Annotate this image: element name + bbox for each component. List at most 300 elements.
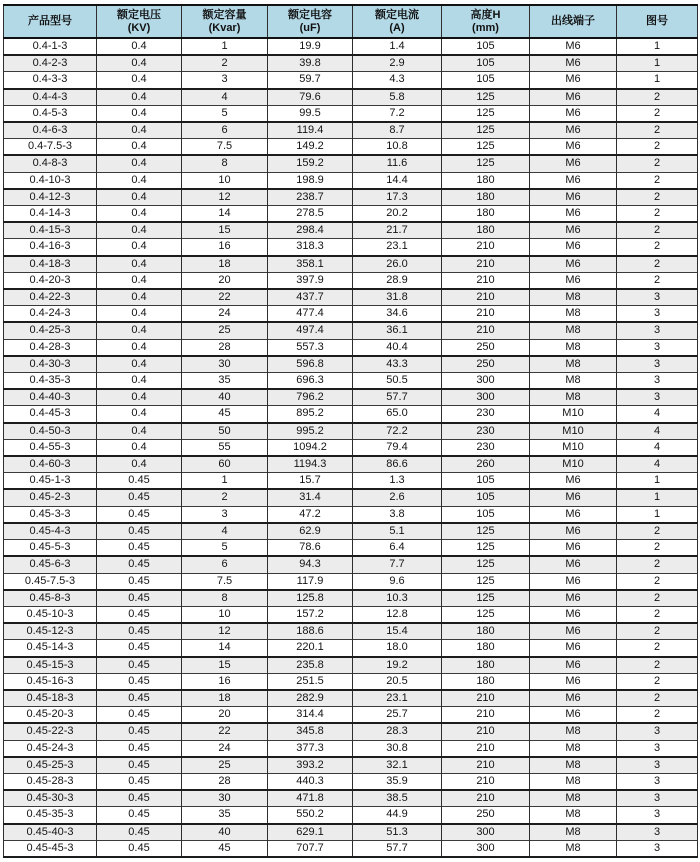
cell: 2 [617,673,698,690]
cell: 210 [442,239,530,256]
cell: 0.4 [97,339,182,356]
cell: 15 [182,222,268,239]
cell: 251.5 [268,673,353,690]
cell: 0.45 [97,707,182,724]
table-row [4,89,698,106]
cell: 0.4 [97,356,182,373]
cell: 397.9 [268,272,353,289]
cell: 2 [617,690,698,707]
cell: 0.45-7.5-3 [4,573,97,590]
cell: 2 [617,272,698,289]
cell: 0.4-22-3 [4,289,97,306]
cell: 6.4 [353,540,442,557]
table-row [4,606,698,623]
cell: 2 [617,590,698,607]
cell: 314.4 [268,707,353,724]
cell: 3 [617,723,698,740]
cell: 0.45 [97,540,182,557]
cell: 180 [442,189,530,206]
col-header-unit: (Kvar) [208,21,241,34]
table-row [4,757,698,774]
cell: 3 [617,757,698,774]
cell: 0.4-8-3 [4,155,97,172]
cell: 26.0 [353,256,442,273]
cell: 149.2 [268,139,353,156]
cell: 0.45-22-3 [4,723,97,740]
table-row [4,272,698,289]
cell: 300 [442,840,530,857]
cell: 260 [442,456,530,473]
cell: 995.2 [268,423,353,440]
cell: 7.2 [353,105,442,122]
cell: 4 [182,89,268,106]
cell: 198.9 [268,172,353,189]
cell: 0.45-1-3 [4,473,97,490]
cell: 125 [442,122,530,139]
cell: 220.1 [268,640,353,657]
cell: M10 [530,423,617,440]
cell: 6 [182,122,268,139]
cell: 0.45 [97,556,182,573]
col-header-unit: (mm) [472,21,499,34]
cell: 210 [442,790,530,807]
table-row [4,55,698,72]
cell: 11.6 [353,155,442,172]
cell: 0.4-3-3 [4,72,97,89]
col-header-unit: (uF) [299,21,321,34]
cell: 24 [182,740,268,757]
cell: M6 [530,489,617,506]
col-header-label: 额定电流 [375,8,419,21]
cell: M6 [530,272,617,289]
cell: 86.6 [353,456,442,473]
cell: 2 [617,707,698,724]
cell: 210 [442,272,530,289]
cell: 0.4-6-3 [4,122,97,139]
cell: M6 [530,239,617,256]
cell: 4 [182,523,268,540]
cell: 40.4 [353,339,442,356]
cell: 278.5 [268,206,353,223]
cell: 125 [442,590,530,607]
cell: 34.6 [353,306,442,323]
cell: 31.8 [353,289,442,306]
cell: 0.4 [97,139,182,156]
cell: 2 [617,155,698,172]
cell: 38.5 [353,790,442,807]
table-row [4,690,698,707]
cell: 10.8 [353,139,442,156]
cell: 282.9 [268,690,353,707]
cell: M6 [530,72,617,89]
cell: 16 [182,673,268,690]
col-header-rated-capacity [182,5,268,38]
cell: M6 [530,673,617,690]
cell: 0.4 [97,456,182,473]
cell: 345.8 [268,723,353,740]
cell: 0.45 [97,489,182,506]
cell: 125 [442,540,530,557]
cell: 12 [182,189,268,206]
cell: 65.0 [353,406,442,423]
cell: 4 [617,406,698,423]
cell: 3 [617,807,698,824]
cell: 1194.3 [268,456,353,473]
cell: 2 [617,623,698,640]
cell: 10 [182,172,268,189]
cell: 471.8 [268,790,353,807]
cell: 3 [617,373,698,390]
cell: 2 [617,139,698,156]
cell: 377.3 [268,740,353,757]
cell: 707.7 [268,840,353,857]
cell: 35 [182,373,268,390]
cell: 300 [442,824,530,841]
cell: M6 [530,222,617,239]
cell: 2 [617,122,698,139]
cell: 157.2 [268,606,353,623]
cell: 0.45 [97,673,182,690]
cell: 18.0 [353,640,442,657]
cell: 3 [617,773,698,790]
cell: 0.4-5-3 [4,105,97,122]
cell: 117.9 [268,573,353,590]
cell: 230 [442,423,530,440]
cell: 50.5 [353,373,442,390]
table-body [4,38,698,857]
cell: 0.4-60-3 [4,456,97,473]
cell: 0.4 [97,373,182,390]
cell: M10 [530,439,617,456]
table-row [4,657,698,674]
cell: 0.45 [97,606,182,623]
cell: 125 [442,556,530,573]
cell: 2.9 [353,55,442,72]
table-row [4,723,698,740]
cell: M8 [530,389,617,406]
cell: 3 [182,506,268,523]
cell: 300 [442,389,530,406]
cell: M6 [530,623,617,640]
cell: M6 [530,556,617,573]
cell: 210 [442,723,530,740]
cell: 7.7 [353,556,442,573]
cell: 0.45-24-3 [4,740,97,757]
cell: 35 [182,807,268,824]
cell: 78.6 [268,540,353,557]
cell: 1 [617,506,698,523]
cell: 125.8 [268,590,353,607]
cell: 105 [442,38,530,55]
cell: 1094.2 [268,439,353,456]
cell: 210 [442,757,530,774]
cell: 0.45-5-3 [4,540,97,557]
cell: 0.4-25-3 [4,322,97,339]
cell: 4.3 [353,72,442,89]
cell: 0.45 [97,623,182,640]
cell: 0.4 [97,155,182,172]
cell: 230 [442,439,530,456]
cell: M8 [530,790,617,807]
cell: 0.4-28-3 [4,339,97,356]
col-header-label: 额定容量 [202,8,247,21]
col-header-unit: (KV) [127,21,151,34]
table-row [4,623,698,640]
cell: 21.7 [353,222,442,239]
cell: 14.4 [353,172,442,189]
cell: 28 [182,773,268,790]
col-header-label: 出线端子 [551,15,595,27]
table-row [4,322,698,339]
cell: 0.4 [97,239,182,256]
cell: 0.4-16-3 [4,239,97,256]
col-header-label: 产品型号 [28,15,72,27]
cell: 0.4 [97,206,182,223]
cell: 30 [182,356,268,373]
cell: M8 [530,322,617,339]
cell: 210 [442,322,530,339]
cell: 210 [442,306,530,323]
cell: 0.4 [97,439,182,456]
cell: 72.2 [353,423,442,440]
cell: 55 [182,439,268,456]
cell: 31.4 [268,489,353,506]
table-row [4,406,698,423]
cell: 0.4-2-3 [4,55,97,72]
cell: 2 [617,239,698,256]
cell: 47.2 [268,506,353,523]
cell: M8 [530,723,617,740]
cell: 0.4-45-3 [4,406,97,423]
cell: 0.45 [97,590,182,607]
cell: 36.1 [353,322,442,339]
col-header-figure-number [617,5,698,38]
cell: 0.45 [97,690,182,707]
cell: 40 [182,824,268,841]
cell: 0.4 [97,289,182,306]
cell: 437.7 [268,289,353,306]
table-row [4,740,698,757]
cell: 15.4 [353,623,442,640]
cell: 17.3 [353,189,442,206]
cell: M6 [530,89,617,106]
table-row [4,189,698,206]
cell: 3 [617,824,698,841]
cell: 3 [617,306,698,323]
cell: M8 [530,773,617,790]
cell: 188.6 [268,623,353,640]
table-row [4,807,698,824]
cell: 0.45 [97,473,182,490]
cell: 2 [617,256,698,273]
cell: 0.45 [97,807,182,824]
cell: 180 [442,673,530,690]
cell: 250 [442,356,530,373]
cell: 9.6 [353,573,442,590]
cell: 14 [182,206,268,223]
cell: M6 [530,55,617,72]
cell: 2 [617,523,698,540]
cell: 477.4 [268,306,353,323]
cell: 24 [182,306,268,323]
cell: 318.3 [268,239,353,256]
cell: 99.5 [268,105,353,122]
cell: 2 [617,105,698,122]
col-header-label: 高度H [470,8,501,21]
table-row [4,72,698,89]
col-header-label: 额定电压 [117,8,161,21]
cell: 0.4 [97,172,182,189]
cell: 0.45 [97,657,182,674]
cell: M6 [530,206,617,223]
cell: 497.4 [268,322,353,339]
cell: 16 [182,239,268,256]
cell: 550.2 [268,807,353,824]
cell: 180 [442,640,530,657]
cell: 4 [617,439,698,456]
cell: 79.6 [268,89,353,106]
cell: 0.45-8-3 [4,590,97,607]
capacitor-spec-table [3,4,698,858]
cell: 393.2 [268,757,353,774]
table-row [4,222,698,239]
cell: M6 [530,155,617,172]
cell: 210 [442,256,530,273]
cell: 39.8 [268,55,353,72]
cell: 0.4-55-3 [4,439,97,456]
cell: 1 [617,489,698,506]
cell: 2 [617,222,698,239]
cell: 23.1 [353,239,442,256]
table-row [4,289,698,306]
cell: 0.4-12-3 [4,189,97,206]
cell: 0.4 [97,272,182,289]
cell: 0.45-18-3 [4,690,97,707]
table-row [4,707,698,724]
col-header-rated-capacitance [268,5,353,38]
cell: 20.2 [353,206,442,223]
table-row [4,306,698,323]
cell: 12 [182,623,268,640]
cell: 1.3 [353,473,442,490]
cell: M8 [530,740,617,757]
cell: 6 [182,556,268,573]
cell: M6 [530,38,617,55]
cell: M6 [530,139,617,156]
cell: 3 [617,289,698,306]
cell: M6 [530,105,617,122]
cell: 19.9 [268,38,353,55]
cell: M8 [530,840,617,857]
cell: 629.1 [268,824,353,841]
cell: 0.4 [97,306,182,323]
table-row [4,573,698,590]
cell: 25.7 [353,707,442,724]
cell: 0.4 [97,38,182,55]
cell: 210 [442,690,530,707]
cell: 0.45-6-3 [4,556,97,573]
table-row [4,456,698,473]
table-row [4,155,698,172]
cell: 23.1 [353,690,442,707]
cell: 0.4 [97,423,182,440]
table-row [4,840,698,857]
cell: 235.8 [268,657,353,674]
cell: M8 [530,356,617,373]
table-row [4,38,698,55]
cell: 20 [182,272,268,289]
cell: 105 [442,72,530,89]
cell: 125 [442,606,530,623]
cell: 0.45-12-3 [4,623,97,640]
cell: 4 [617,423,698,440]
table-row [4,523,698,540]
header-row [4,5,698,38]
cell: 0.45-25-3 [4,757,97,774]
cell: 0.45-20-3 [4,707,97,724]
cell: 0.45-10-3 [4,606,97,623]
cell: M8 [530,289,617,306]
cell: 30.8 [353,740,442,757]
table-row [4,773,698,790]
cell: 0.4 [97,222,182,239]
cell: 40 [182,389,268,406]
cell: M6 [530,657,617,674]
cell: 15.7 [268,473,353,490]
cell: 0.45 [97,723,182,740]
cell: M6 [530,172,617,189]
cell: 0.45 [97,523,182,540]
cell: M8 [530,339,617,356]
cell: 0.45-30-3 [4,790,97,807]
cell: 1 [617,473,698,490]
col-header-terminal [530,5,617,38]
cell: 0.4 [97,55,182,72]
cell: 300 [442,373,530,390]
cell: 51.3 [353,824,442,841]
cell: 2 [182,489,268,506]
cell: 0.4 [97,406,182,423]
cell: M10 [530,406,617,423]
cell: 125 [442,89,530,106]
cell: 0.45-35-3 [4,807,97,824]
cell: 105 [442,473,530,490]
cell: 10.3 [353,590,442,607]
cell: 0.4 [97,89,182,106]
col-header-label: 图号 [646,15,668,27]
cell: 8.7 [353,122,442,139]
cell: 180 [442,172,530,189]
cell: 0.45-15-3 [4,657,97,674]
cell: 180 [442,206,530,223]
cell: 180 [442,222,530,239]
cell: 3 [617,840,698,857]
cell: 2 [617,657,698,674]
cell: 8 [182,155,268,172]
cell: 35.9 [353,773,442,790]
cell: M6 [530,640,617,657]
cell: 2 [617,540,698,557]
cell: 440.3 [268,773,353,790]
cell: 57.7 [353,840,442,857]
cell: 0.45-45-3 [4,840,97,857]
cell: 32.1 [353,757,442,774]
cell: 557.3 [268,339,353,356]
cell: 25 [182,757,268,774]
table-row [4,356,698,373]
cell: 0.45-3-3 [4,506,97,523]
cell: 7.5 [182,573,268,590]
